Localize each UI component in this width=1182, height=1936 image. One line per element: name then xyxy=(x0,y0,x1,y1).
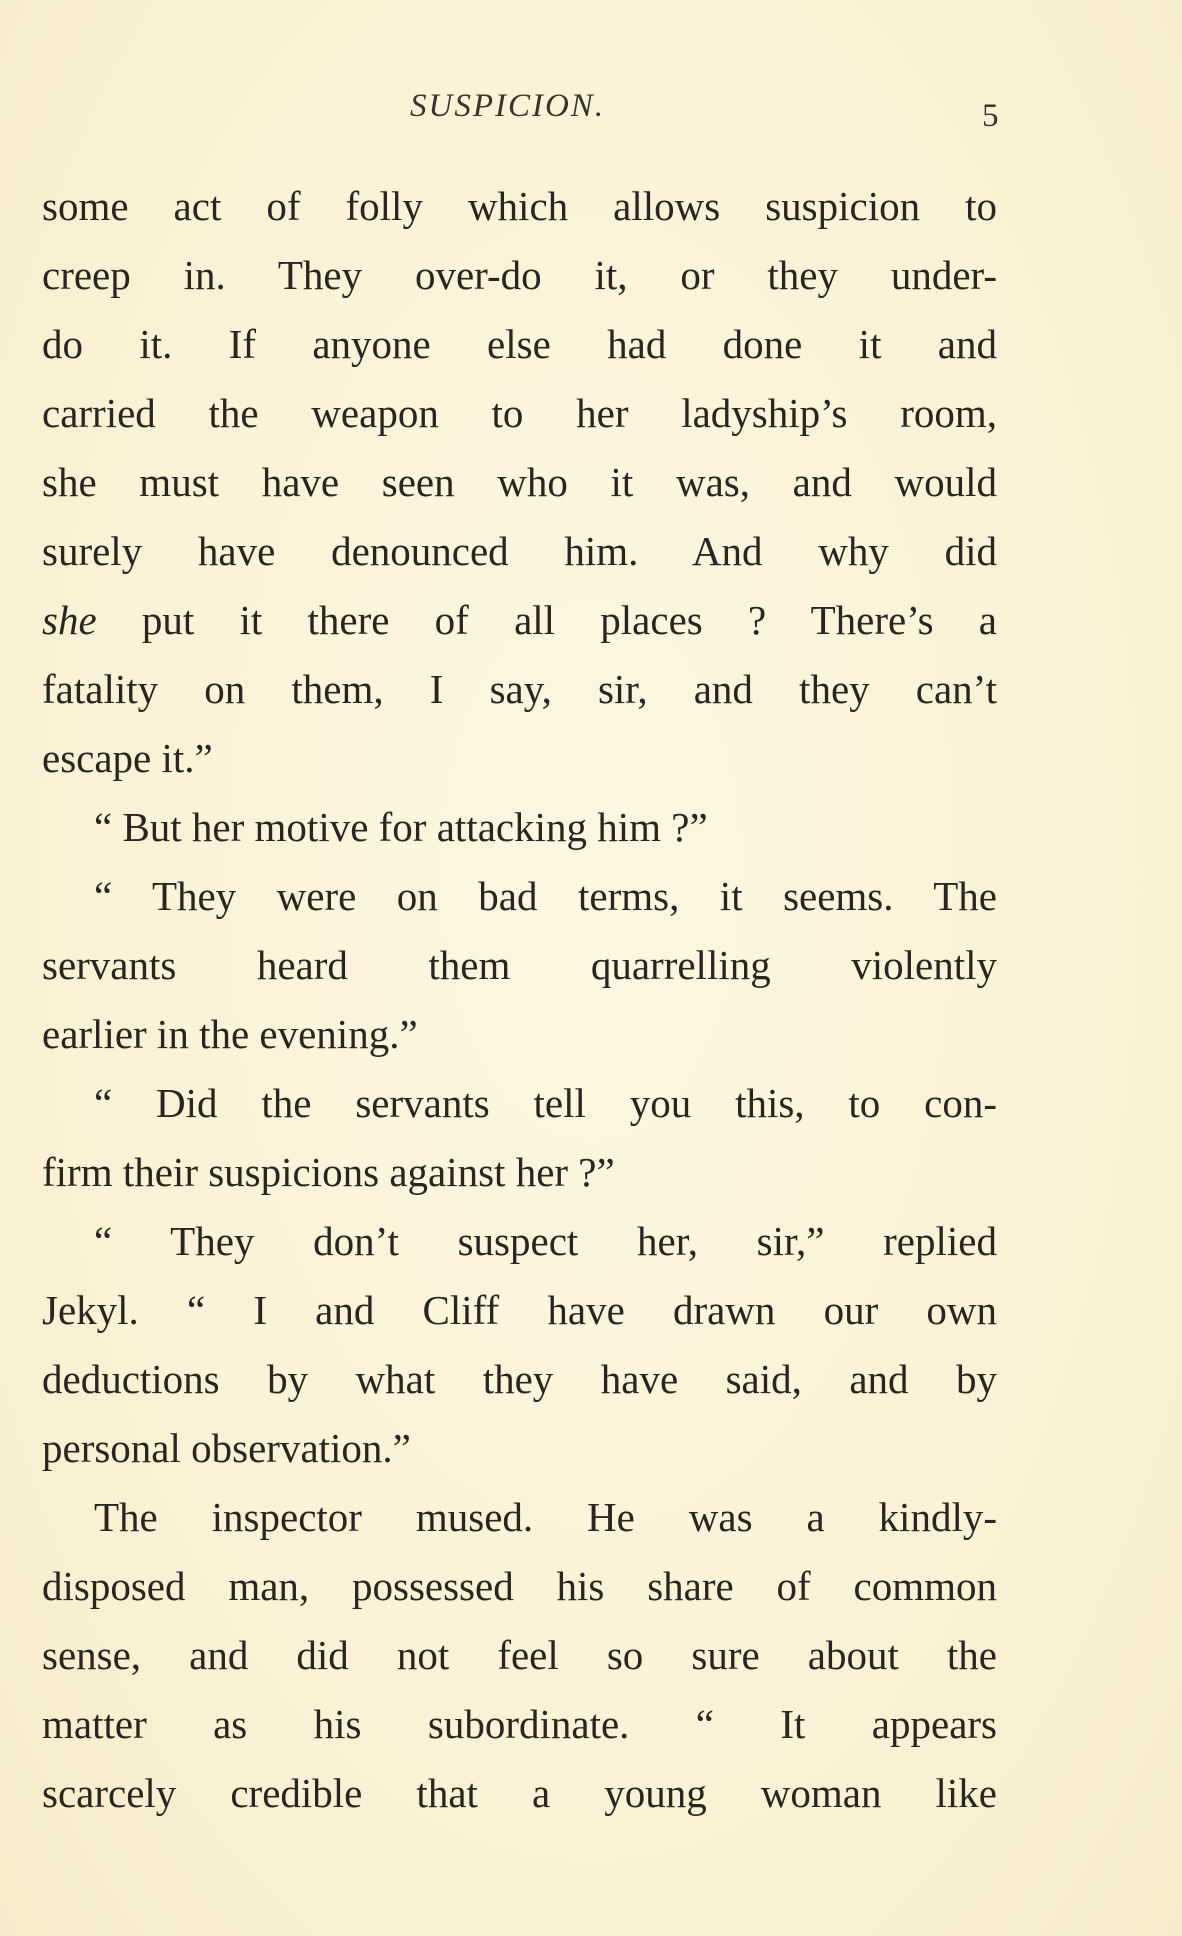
line-text: she must have seen who it was, and would xyxy=(42,459,997,505)
text-line xyxy=(42,1138,997,1207)
text-line xyxy=(42,448,997,517)
text-line xyxy=(42,1690,997,1759)
text-line xyxy=(42,1483,997,1552)
line-text: creep in. They over-do it, or they under- xyxy=(42,252,997,298)
text-line xyxy=(42,655,997,724)
text-line xyxy=(42,1759,997,1828)
line-text: some act of folly which allows suspicion to xyxy=(42,183,997,229)
line-text: “ Did the servants tell you this, to con- xyxy=(94,1080,997,1126)
line-text: “ But her motive for attacking him ?” xyxy=(94,804,708,850)
text-line xyxy=(42,1000,997,1069)
text-line xyxy=(42,1345,997,1414)
text-line xyxy=(42,931,997,1000)
text-line xyxy=(42,1276,997,1345)
line-text: “ They were on bad terms, it seems. The xyxy=(94,873,997,919)
line-text: “ They don’t suspect her, sir,” replied xyxy=(94,1218,997,1264)
line-text: surely have denounced him. And why did xyxy=(42,528,997,574)
line-text: matter as his subordinate. “ It appears xyxy=(42,1701,997,1747)
text-line xyxy=(42,862,997,931)
body-text xyxy=(42,172,997,1828)
text-line xyxy=(42,241,997,310)
line-text: The inspector mused. He was a kindly- xyxy=(94,1494,997,1540)
text-line xyxy=(42,517,997,586)
line-text: firm their suspicions against her ?” xyxy=(42,1149,615,1195)
line-text: sense, and did not feel so sure about the xyxy=(42,1632,997,1678)
line-text: Jekyl. “ I and Cliff have drawn our own xyxy=(42,1287,997,1333)
text-line xyxy=(42,724,997,793)
text-line xyxy=(42,310,997,379)
italic-word: she xyxy=(42,597,97,643)
text-line xyxy=(42,1621,997,1690)
text-line xyxy=(42,379,997,448)
text-line xyxy=(42,172,997,241)
line-text: deductions by what they have said, and by xyxy=(42,1356,997,1402)
line-text: escape it.” xyxy=(42,735,213,781)
page-number: 5 xyxy=(982,98,999,134)
running-head: SUSPICION. xyxy=(410,88,606,124)
line-text: scarcely credible that a young woman like xyxy=(42,1770,997,1816)
line-text: earlier in the evening.” xyxy=(42,1011,418,1057)
page-header xyxy=(0,88,1182,138)
text-line xyxy=(42,1207,997,1276)
text-line xyxy=(42,1414,997,1483)
line-text: do it. If anyone else had done it and xyxy=(42,321,997,367)
text-line xyxy=(42,1552,997,1621)
text-line xyxy=(42,793,997,862)
line-text: personal observation.” xyxy=(42,1425,411,1471)
line-text: fatality on them, I say, sir, and they can’t xyxy=(42,666,997,712)
line-text: servants heard them quarrelling violently xyxy=(42,942,997,988)
line-text: put it there of all places ? There’s a xyxy=(96,597,997,643)
line-text: carried the weapon to her ladyship’s room, xyxy=(42,390,997,436)
line-text: disposed man, possessed his share of common xyxy=(42,1563,997,1609)
text-line xyxy=(42,1069,997,1138)
text-line xyxy=(42,586,997,655)
